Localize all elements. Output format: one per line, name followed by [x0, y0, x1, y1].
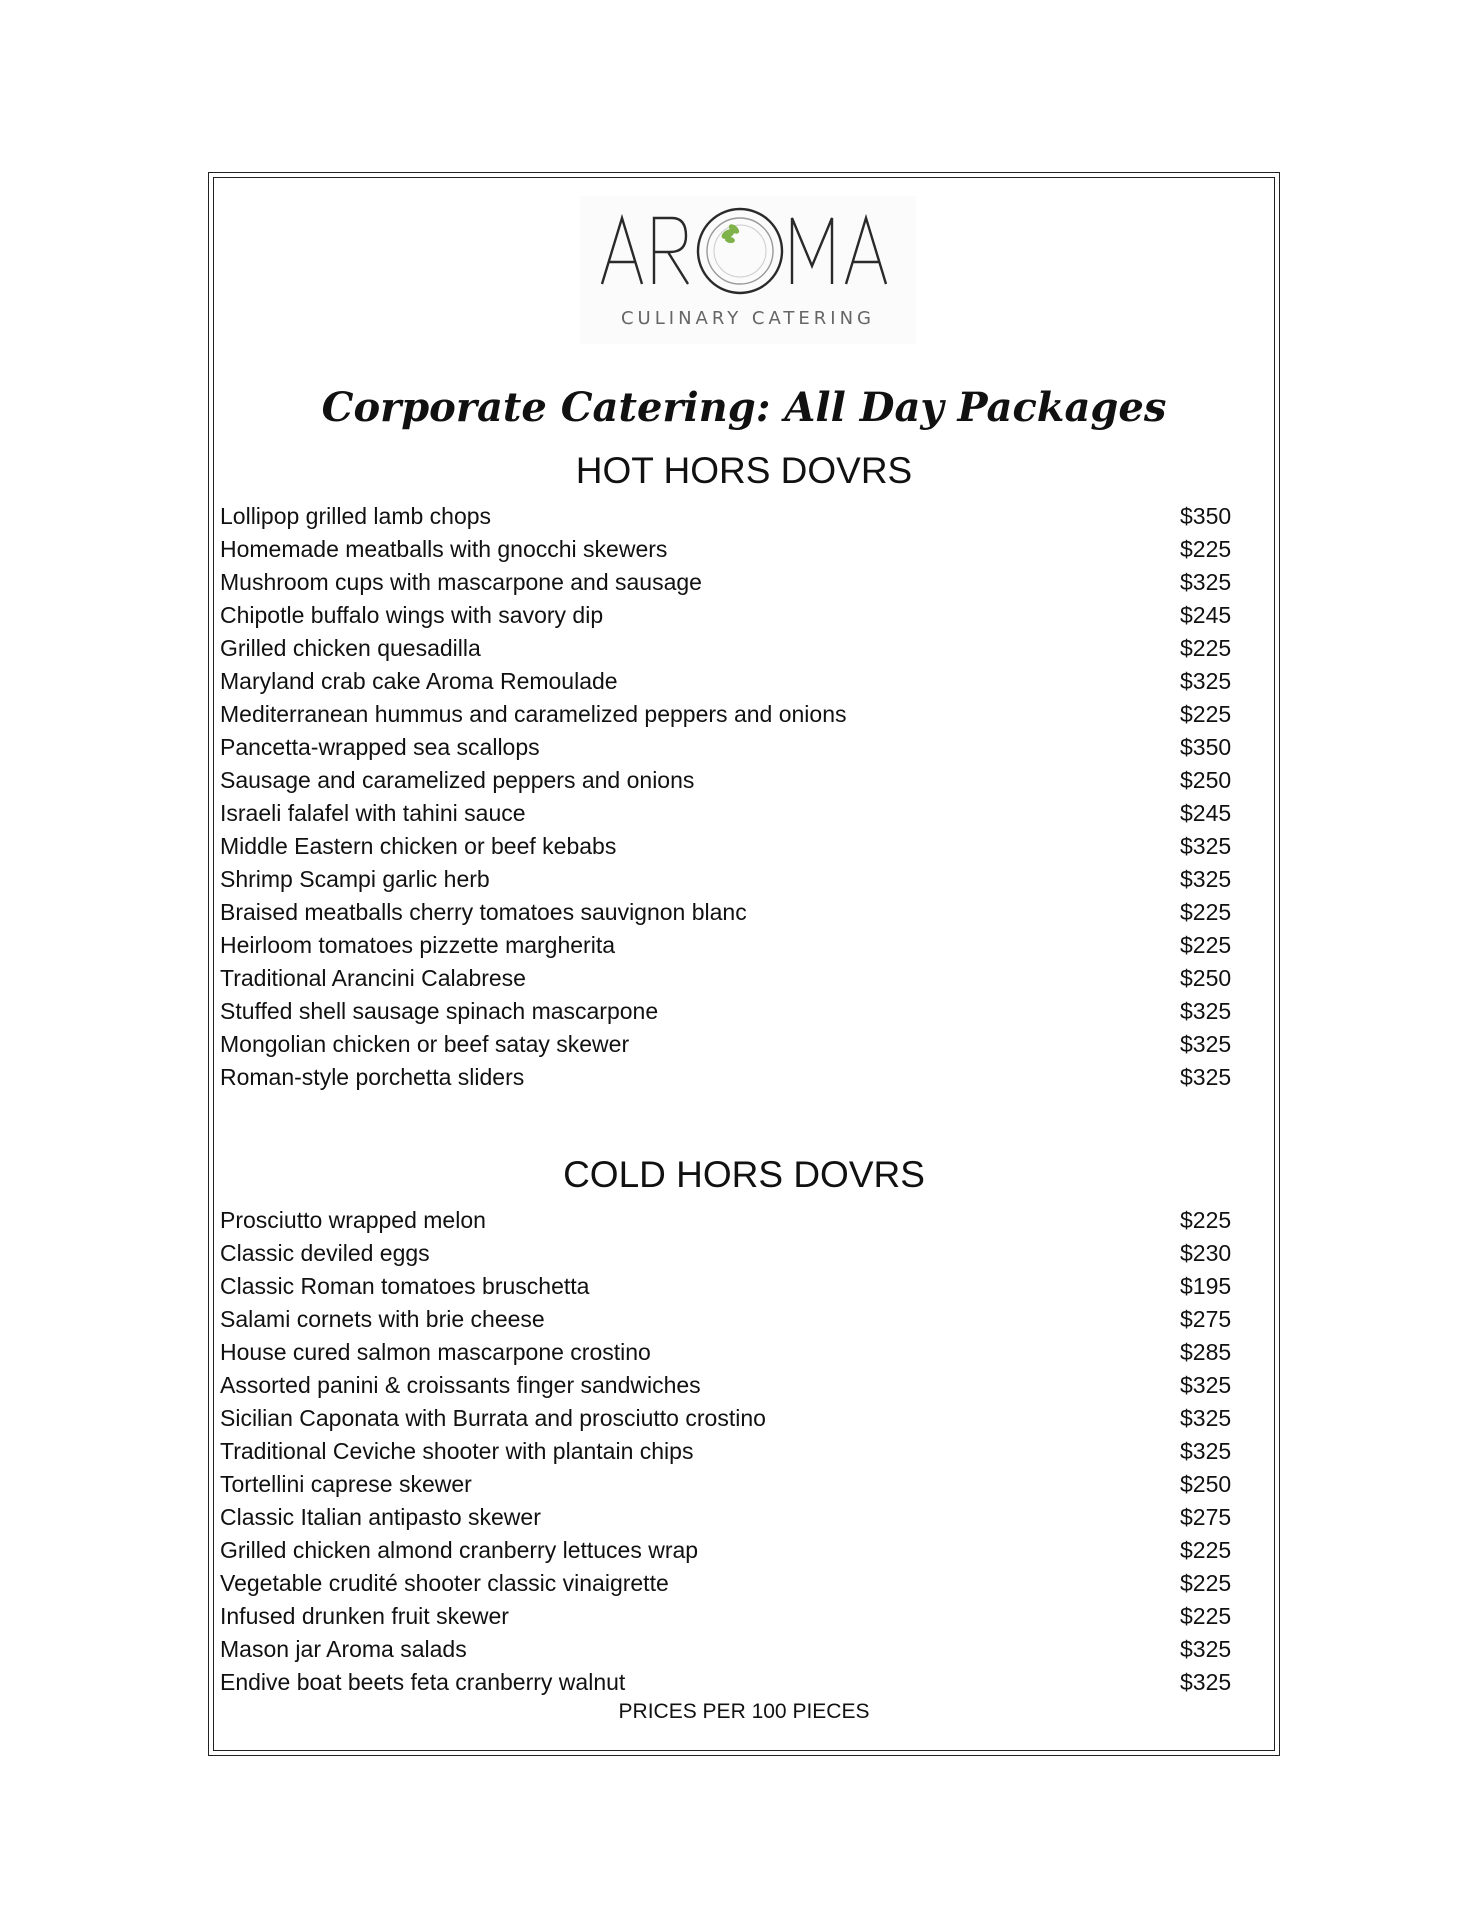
- menu-item-price: $325: [1180, 1064, 1232, 1090]
- menu-item-price: $325: [1180, 998, 1232, 1024]
- menu-item-price: $325: [1180, 1438, 1232, 1464]
- menu-item-name: Mushroom cups with mascarpone and sausage: [220, 569, 702, 595]
- menu-item-price: $225: [1180, 1603, 1232, 1629]
- menu-item-name: Stuffed shell sausage spinach mascarpone: [220, 998, 659, 1024]
- menu-item-name: Traditional Arancini Calabrese: [220, 965, 526, 991]
- menu-item: [220, 1369, 1240, 1402]
- menu-item-price: $225: [1180, 1537, 1232, 1563]
- menu-item-price: $350: [1180, 503, 1232, 529]
- menu-item-name: Prosciutto wrapped melon: [220, 1207, 486, 1233]
- menu-item: [220, 632, 1240, 665]
- menu-item-price: $250: [1180, 1471, 1232, 1497]
- menu-item-name: Infused drunken fruit skewer: [220, 1603, 509, 1629]
- logo-subtitle: CULINARY CATERING: [620, 308, 875, 329]
- menu-item-name: Chipotle buffalo wings with savory dip: [220, 602, 604, 628]
- menu-item-name: Maryland crab cake Aroma Remoulade: [220, 668, 618, 694]
- menu-item-name: Grilled chicken quesadilla: [220, 635, 481, 661]
- menu-item-name: Grilled chicken almond cranberry lettuces wrap: [220, 1537, 699, 1563]
- menu-item-price: $325: [1180, 569, 1232, 595]
- menu-item-name: Endive boat beets feta cranberry walnut: [220, 1669, 626, 1695]
- menu-item-name: Salami cornets with brie cheese: [220, 1306, 545, 1332]
- aroma-logo: [580, 196, 916, 344]
- menu-item-price: $245: [1180, 602, 1232, 628]
- section-heading-hot: HOT HORS DOVRS: [575, 450, 913, 491]
- menu-item: [220, 731, 1240, 764]
- menu-item: [220, 1028, 1240, 1061]
- menu-item: [220, 995, 1240, 1028]
- menu-item-name: Heirloom tomatoes pizzette margherita: [220, 932, 615, 958]
- menu-item-name: Tortellini caprese skewer: [220, 1471, 472, 1497]
- menu-item-price: $195: [1180, 1273, 1232, 1299]
- menu-item-name: Mediterranean hummus and caramelized peppers and onions: [220, 701, 847, 727]
- menu-item-price: $225: [1180, 899, 1232, 925]
- menu-item: [220, 1303, 1240, 1336]
- menu-item-name: Braised meatballs cherry tomatoes sauvignon blanc: [220, 899, 747, 925]
- menu-item-name: Mongolian chicken or beef satay skewer: [220, 1031, 630, 1057]
- menu-item: [220, 1270, 1240, 1303]
- menu-item: [220, 962, 1240, 995]
- menu-item: [220, 830, 1240, 863]
- menu-item: [220, 863, 1240, 896]
- menu-item: [220, 599, 1240, 632]
- menu-item-price: $325: [1180, 1405, 1232, 1431]
- menu-item-name: Lollipop grilled lamb chops: [220, 503, 492, 529]
- menu-item-price: $325: [1180, 866, 1232, 892]
- menu-item-price: $250: [1180, 767, 1232, 793]
- menu-item-price: $325: [1180, 668, 1232, 694]
- menu-item-price: $325: [1180, 1636, 1232, 1662]
- menu-item-price: $250: [1180, 965, 1232, 991]
- menu-item: [220, 1237, 1240, 1270]
- aroma-wordmark: [580, 196, 916, 296]
- menu-item: [220, 1600, 1240, 1633]
- menu-item-price: $225: [1180, 701, 1232, 727]
- section-heading-cold: COLD HORS DOVRS: [563, 1154, 925, 1195]
- menu-item: [220, 533, 1240, 566]
- menu-item: [220, 1501, 1240, 1534]
- page-title: Corporate Catering: All Day Packages: [321, 384, 1167, 431]
- menu-item: [220, 566, 1240, 599]
- menu-item-price: $225: [1180, 1207, 1232, 1233]
- menu-item: [220, 1633, 1240, 1666]
- menu-item-name: Sausage and caramelized peppers and onions: [220, 767, 695, 793]
- menu-item-price: $350: [1180, 734, 1232, 760]
- menu-item-name: Pancetta-wrapped sea scallops: [220, 734, 540, 760]
- menu-item: [220, 1666, 1240, 1699]
- cold-items-list: [220, 1204, 1240, 1699]
- menu-item: [220, 797, 1240, 830]
- pricing-footnote: PRICES PER 100 PIECES: [618, 1700, 870, 1723]
- menu-item-name: Classic deviled eggs: [220, 1240, 430, 1266]
- menu-item: [220, 1402, 1240, 1435]
- menu-item-price: $325: [1180, 833, 1232, 859]
- menu-item-name: Shrimp Scampi garlic herb: [220, 866, 490, 892]
- menu-item: [220, 500, 1240, 533]
- menu-item-name: Middle Eastern chicken or beef kebabs: [220, 833, 617, 859]
- menu-item-name: House cured salmon mascarpone crostino: [220, 1339, 651, 1365]
- menu-item-name: Classic Roman tomatoes bruschetta: [220, 1273, 590, 1299]
- menu-item: [220, 665, 1240, 698]
- menu-item-name: Traditional Ceviche shooter with plantain chips: [220, 1438, 694, 1464]
- menu-item-name: Roman-style porchetta sliders: [220, 1064, 525, 1090]
- menu-item: [220, 698, 1240, 731]
- menu-item-name: Classic Italian antipasto skewer: [220, 1504, 541, 1530]
- menu-item: [220, 1468, 1240, 1501]
- menu-item-price: $285: [1180, 1339, 1232, 1365]
- menu-item-price: $325: [1180, 1669, 1232, 1695]
- menu-item-name: Israeli falafel with tahini sauce: [220, 800, 526, 826]
- menu-item: [220, 764, 1240, 797]
- menu-item-name: Assorted panini & croissants finger sandwiches: [220, 1372, 701, 1398]
- menu-item-price: $275: [1180, 1306, 1232, 1332]
- menu-item-price: $230: [1180, 1240, 1232, 1266]
- menu-item-price: $275: [1180, 1504, 1232, 1530]
- hot-items-list: [220, 500, 1240, 1094]
- menu-item-price: $245: [1180, 800, 1232, 826]
- menu-item-price: $225: [1180, 1570, 1232, 1596]
- menu-item: [220, 929, 1240, 962]
- menu-item: [220, 1061, 1240, 1094]
- menu-item: [220, 1336, 1240, 1369]
- menu-item: [220, 896, 1240, 929]
- menu-item-name: Homemade meatballs with gnocchi skewers: [220, 536, 668, 562]
- menu-item: [220, 1435, 1240, 1468]
- menu-item: [220, 1567, 1240, 1600]
- menu-item: [220, 1534, 1240, 1567]
- menu-item-price: $325: [1180, 1372, 1232, 1398]
- menu-item-price: $225: [1180, 635, 1232, 661]
- menu-item: [220, 1204, 1240, 1237]
- menu-item-price: $225: [1180, 932, 1232, 958]
- menu-item-price: $225: [1180, 536, 1232, 562]
- menu-item-price: $325: [1180, 1031, 1232, 1057]
- menu-item-name: Sicilian Caponata with Burrata and prosciutto crostino: [220, 1405, 766, 1431]
- menu-item-name: Mason jar Aroma salads: [220, 1636, 467, 1662]
- menu-item-name: Vegetable crudité shooter classic vinaigrette: [220, 1570, 669, 1596]
